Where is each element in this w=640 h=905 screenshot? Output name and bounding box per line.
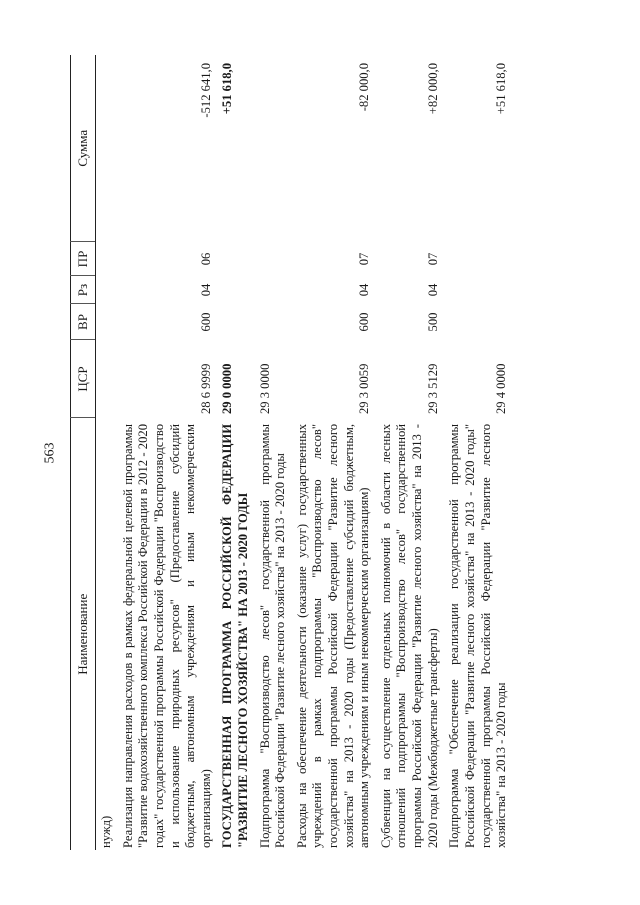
table-row [444,55,512,850]
row-csr: 29 0 0000 [220,363,235,414]
row-csr: 29 3 5129 [425,363,440,414]
row-csr [96,340,118,418]
table-row [118,55,218,850]
row-rz [217,276,254,304]
row-rz: 04 [198,283,213,297]
budget-table-sheet [70,55,580,850]
row-pr: 06 [198,252,213,266]
row-vr [96,304,118,340]
table-row [217,55,254,850]
table-header-row [71,55,96,850]
row-name: Подпрограмма "Обеспечение реализации государственной программы Российской Федерации "Развитие лесного хозяйства" на 2013 - 2020 годы" государственной программы Российской Федерации "Развитие лесного хозяйства" на 2013 - 2020 годы [447,424,509,848]
row-name: Реализация направления расходов в рамках федеральной целевой программы "Развитие водохозяйственного комплекса Российской Федерации в 2012 - 2020 годах" государственной программы Российской Федерации "Воспроизводство и использование природных ресурсов" (Предоставление субсидий бюджетным, автономным учреждениям и иным некоммерческим организациям) [120,424,213,848]
row-name: Субвенции на осуществление отдельных полномочий в области лесных отношений подпрограммы "Воспроизводство лесов" государственной программы Российской Федерации "Развитие лесного хозяйства" на 2013 - 2020 годы (Межбюджетные трансферты) [378,424,440,848]
row-sum [255,55,292,242]
row-csr: 28 6 9999 [198,363,213,414]
row-rz [255,276,292,304]
header-vr: ВР [71,304,96,340]
row-pr: 07 [425,252,440,266]
row-pr [444,242,512,276]
row-vr [444,304,512,340]
header-sum: Сумма [71,55,96,242]
row-vr [255,304,292,340]
row-rz: 04 [425,283,440,297]
header-rz: Рз [71,276,96,304]
row-pr: 07 [357,252,372,266]
row-sum: +82 000,0 [425,63,440,115]
row-rz: 04 [357,283,372,297]
row-csr: 29 3 0059 [357,363,372,414]
row-name: нужд) [99,815,114,848]
row-csr: 29 3 0000 [257,363,272,414]
row-vr: 500 [425,312,440,332]
table-row [376,55,444,850]
row-rz [444,276,512,304]
table-row [96,55,118,850]
row-sum: +51 618,0 [220,63,235,115]
row-sum: +51 618,0 [494,63,509,115]
row-vr [217,304,254,340]
row-pr [96,242,118,276]
row-sum [96,55,118,242]
row-rz [96,276,118,304]
header-name: Наименование [71,418,96,850]
row-sum: -82 000,0 [357,63,372,112]
header-csr: ЦСР [71,340,96,418]
row-vr: 600 [357,312,372,332]
row-name: ГОСУДАРСТВЕННАЯ ПРОГРАММА РОССИЙСКОЙ ФЕДЕРАЦИИ "РАЗВИТИЕ ЛЕСНОГО ХОЗЯЙСТВА" НА 2013 - 2020 ГОДЫ [220,424,250,848]
row-vr: 600 [198,312,213,332]
budget-table [70,55,513,850]
row-name: Расходы на обеспечение деятельности (оказание услуг) государственных учреждений в рамках подпрограммы "Воспроизводство лесов" государственной программы Российской Федерации "Развитие лесного хозяйства" на 2013 - 2020 годы (Предоставление субсидий бюджетным, автономным учреждениям и иным некоммерческим организациям) [294,424,372,848]
row-pr [255,242,292,276]
row-sum: -512 641,0 [198,63,213,118]
table-row [255,55,292,850]
row-pr [217,242,254,276]
page-number-wrap [38,0,62,905]
row-csr: 29 4 0000 [494,363,509,414]
page-number: 563 [42,442,57,463]
header-pr: ПР [71,242,96,276]
row-name: Подпрограмма "Воспроизводство лесов" государственной программы Российской Федерации "Развитие лесного хозяйства" на 2013 - 2020 годы [257,424,288,848]
table-row [292,55,376,850]
